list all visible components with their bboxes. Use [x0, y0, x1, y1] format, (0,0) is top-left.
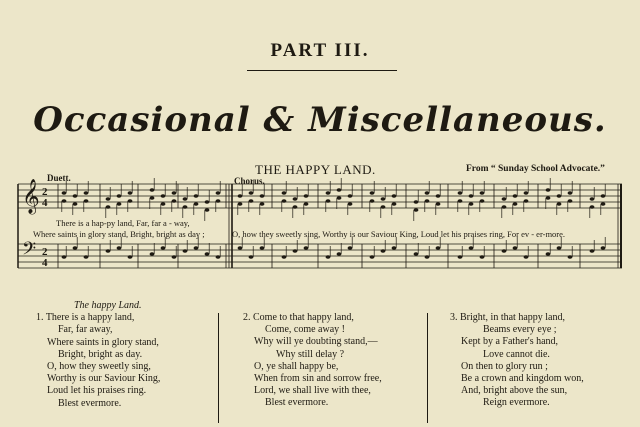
note-head [84, 199, 89, 203]
note-head [194, 202, 199, 206]
note-head [436, 202, 441, 206]
lyrics-line-1: There is a hap-py land, Far, far a - way, [56, 218, 190, 228]
note-head [106, 205, 111, 209]
note-head [172, 199, 177, 203]
note-head [370, 191, 375, 195]
note-head [381, 249, 386, 253]
note-head [590, 249, 595, 253]
verse-line: Blest evermore. [265, 397, 329, 409]
note-head [502, 197, 507, 201]
note-head [480, 191, 485, 195]
duett-label: Duett. [47, 173, 71, 183]
column-divider [427, 313, 428, 423]
note-head [425, 191, 430, 195]
note-head [502, 205, 507, 209]
verse-1 [36, 300, 160, 410]
verse-2 [243, 312, 382, 410]
note-head [590, 197, 595, 201]
note-head [568, 199, 573, 203]
verse-line: 1. There is a happy land, [36, 312, 135, 324]
verse-line: Why will ye doubting stand,— [254, 336, 378, 348]
note-head [524, 199, 529, 203]
note-head [436, 194, 441, 198]
note-head [337, 252, 342, 256]
note-head [106, 249, 111, 253]
note-head [381, 205, 386, 209]
note-head [337, 188, 342, 192]
note-head [568, 255, 573, 259]
note-head [392, 194, 397, 198]
verse-line: Where saints in glory stand, [47, 336, 159, 348]
note-head [469, 246, 474, 250]
note-head [238, 246, 243, 250]
note-head [480, 255, 485, 259]
note-head [326, 199, 331, 203]
note-head [304, 202, 309, 206]
verse-line: Lord, we shall live with thee, [254, 385, 371, 397]
note-head [216, 199, 221, 203]
note-head [238, 194, 243, 198]
note-head [172, 255, 177, 259]
note-head [590, 205, 595, 209]
note-head [128, 199, 133, 203]
note-head [513, 202, 518, 206]
verse-line: 2. Come to that happy land, [243, 312, 354, 323]
note-head [183, 197, 188, 201]
note-head [326, 191, 331, 195]
note-head [249, 199, 254, 203]
note-head [601, 202, 606, 206]
note-head [370, 199, 375, 203]
note-head [370, 255, 375, 259]
verse-line: Worthy is our Saviour King, [47, 373, 161, 385]
time-signature: 2 [42, 186, 48, 198]
column-divider [218, 313, 219, 423]
note-head [282, 255, 287, 259]
note-head [205, 208, 210, 212]
lyrics-line-2: Where saints in glory stand, Bright, bright as day ; [33, 229, 205, 239]
verse-line: Far, far away, [58, 324, 113, 336]
note-head [458, 255, 463, 259]
note-head [73, 194, 78, 198]
section-title: Occasional & Miscellaneous. [33, 100, 607, 140]
note-head [469, 194, 474, 198]
note-head [304, 194, 309, 198]
verse-line: O, how they sweetly sing, [47, 361, 151, 373]
time-signature: 4 [42, 257, 48, 269]
verse-line: Love cannot die. [483, 348, 550, 360]
note-head [293, 197, 298, 201]
note-head [150, 196, 155, 200]
note-head [414, 200, 419, 204]
note-head [601, 246, 606, 250]
note-head [293, 205, 298, 209]
note-head [282, 191, 287, 195]
note-head [348, 194, 353, 198]
verse-line: Why still delay ? [276, 348, 345, 360]
verse-line: Reign evermore. [483, 397, 550, 409]
note-head [183, 249, 188, 253]
note-head [216, 191, 221, 195]
note-head [304, 246, 309, 250]
note-head [392, 202, 397, 206]
note-head [557, 194, 562, 198]
note-head [425, 255, 430, 259]
note-head [216, 255, 221, 259]
note-head [436, 246, 441, 250]
note-head [348, 202, 353, 206]
note-head [161, 246, 166, 250]
note-head [249, 255, 254, 259]
lyrics-chorus: O, how they sweetly sing, Worthy is our Saviour King, Loud let his praises ring, For ev - er-more. [232, 229, 566, 239]
note-head [392, 246, 397, 250]
note-head [524, 255, 529, 259]
note-head [73, 246, 78, 250]
note-head [480, 199, 485, 203]
verse-line: O, ye shall happy be, [254, 360, 339, 372]
note-head [260, 246, 265, 250]
note-head [513, 194, 518, 198]
note-head [381, 197, 386, 201]
note-head [249, 191, 254, 195]
note-head [557, 246, 562, 250]
verse-line: Blest evermore. [58, 397, 122, 409]
note-head [425, 199, 430, 203]
note-head [62, 199, 67, 203]
note-head [469, 202, 474, 206]
note-head [117, 202, 122, 206]
note-head [205, 252, 210, 256]
verse-line: Be a crown and kingdom won, [461, 373, 584, 385]
note-head [238, 202, 243, 206]
note-head [194, 194, 199, 198]
note-head [161, 202, 166, 206]
note-head [128, 191, 133, 195]
note-head [458, 199, 463, 203]
note-head [557, 202, 562, 206]
verse-line: And, bright above the sun, [461, 385, 568, 397]
bass-clef-icon: 𝄢 [22, 238, 37, 263]
time-signature: 4 [42, 197, 48, 209]
note-head [414, 252, 419, 256]
note-head [172, 191, 177, 195]
note-head [205, 200, 210, 204]
note-head [106, 197, 111, 201]
verse-line: When from sin and sorrow free, [254, 373, 382, 385]
treble-clef-icon: 𝄞 [22, 180, 40, 213]
song-title: THE HAPPY LAND. [255, 162, 376, 177]
note-head [62, 191, 67, 195]
verse-3 [450, 312, 584, 410]
note-head [337, 196, 342, 200]
verse-line: Beams every eye ; [483, 324, 557, 336]
note-head [293, 249, 298, 253]
note-head [546, 188, 551, 192]
note-head [546, 196, 551, 200]
verse-line: Kept by a Father's hand, [461, 336, 559, 348]
note-head [117, 246, 122, 250]
song-attribution: From “ Sunday School Advocate.” [466, 164, 605, 174]
verse-heading: The happy Land. [74, 300, 142, 311]
time-signature: 2 [42, 246, 48, 258]
note-head [502, 249, 507, 253]
verse-line: Bright, bright as day. [58, 348, 143, 360]
note-head [348, 246, 353, 250]
chorus-label: Chorus. [234, 176, 265, 186]
note-head [414, 208, 419, 212]
note-head [601, 194, 606, 198]
note-head [150, 188, 155, 192]
verse-line: Loud let his praises ring. [47, 385, 147, 397]
note-head [458, 191, 463, 195]
note-head [568, 191, 573, 195]
note-head [546, 252, 551, 256]
note-head [84, 255, 89, 259]
note-head [513, 246, 518, 250]
note-head [73, 202, 78, 206]
note-head [150, 252, 155, 256]
note-head [260, 194, 265, 198]
verse-line: 3. Bright, in that happy land, [450, 312, 565, 323]
verse-line: On then to glory run ; [461, 360, 548, 372]
note-head [128, 255, 133, 259]
note-head [194, 246, 199, 250]
note-head [326, 255, 331, 259]
note-head [117, 194, 122, 198]
note-head [62, 255, 67, 259]
note-head [183, 205, 188, 209]
note-head [161, 194, 166, 198]
note-head [524, 191, 529, 195]
note-head [282, 199, 287, 203]
verse-line: Come, come away ! [265, 324, 345, 336]
note-head [84, 191, 89, 195]
part-title: PART III. [270, 40, 370, 61]
note-head [260, 202, 265, 206]
